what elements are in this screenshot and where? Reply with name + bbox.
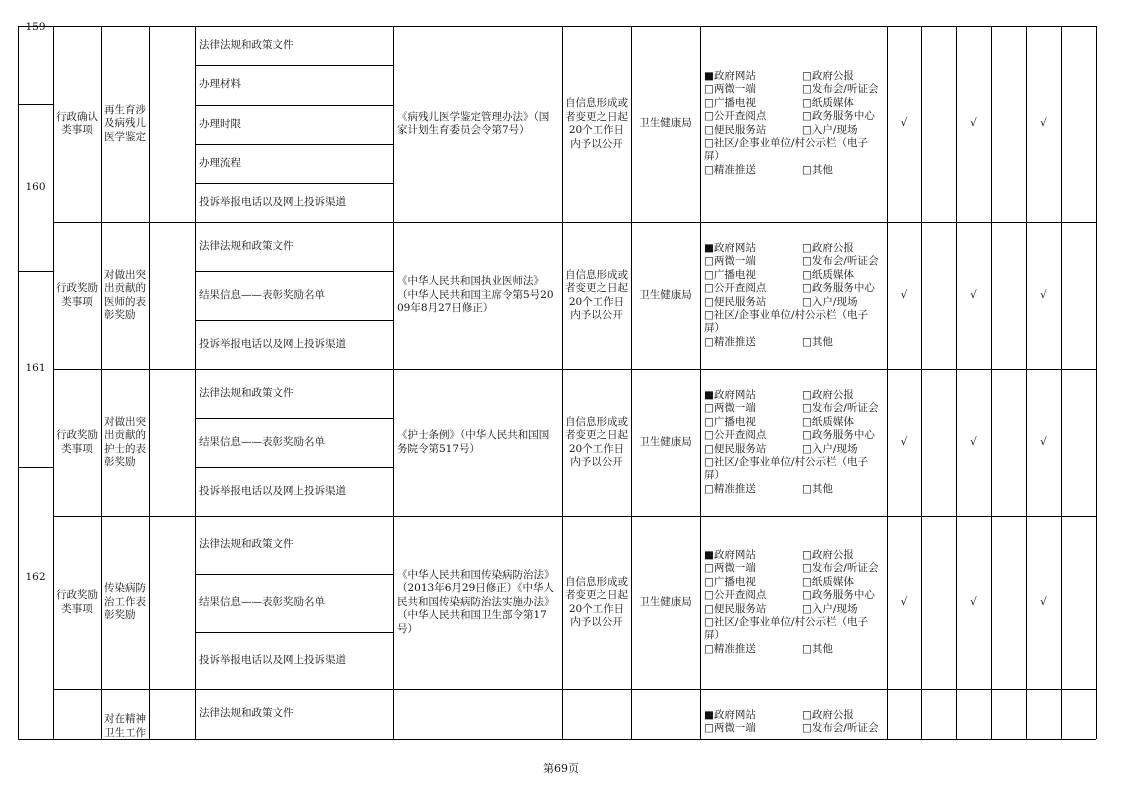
channel-option: □公开查阅点 [704,589,767,602]
grid-line [393,26,394,739]
check-mark: √ [970,595,977,608]
channel-option: □其他 [802,642,833,655]
grid-line [991,26,992,739]
grid-line [53,739,1096,740]
channel-option: □发布会/听证会 [802,83,879,96]
content-item: 投诉举报电话以及网上投诉渠道 [199,337,346,350]
channel-option: □两微一端 [704,562,756,575]
item-category: 行政奖励类事项 [56,589,98,615]
content-item: 结果信息——表彰奖励名单 [199,288,325,301]
check-mark: √ [900,595,908,608]
grid-line [53,26,54,739]
content-item: 投诉举报电话以及网上投诉渠道 [199,653,346,666]
channel-option: □发布会/听证会 [802,562,879,575]
grid-line [1026,26,1027,739]
content-item: 投诉举报电话以及网上投诉渠道 [199,484,346,497]
check-mark: √ [900,288,908,301]
check-mark: √ [1040,288,1047,301]
channel-option: □纸质媒体 [802,96,854,109]
row-number: 160 [25,180,46,193]
item-category: 行政奖励类事项 [56,429,98,455]
channel-option: □广播电视 [704,415,756,428]
channel-option: □精准推送 [704,335,756,348]
legal-basis: 《中华人民共和国执业医师法》（中华人民共和国主席令第5号2009年8月27日修正） [397,275,554,315]
channel-option: □发布会/听证会 [802,255,879,268]
channel-option: □发布会/听证会 [802,402,879,415]
item-category: 行政奖励类事项 [56,282,98,308]
channel-option: ■政府网站 [704,549,756,561]
grid-line [921,26,922,739]
channel-option: □其他 [802,335,833,348]
channel-option: ■政府网站 [704,242,756,254]
responsible-agency: 卫生健康局 [639,435,692,448]
channel-option: □入户/现场 [802,442,858,455]
disclosure-timeline: 自信息形成或者变更之日起20个工作日内予以公开 [565,415,628,468]
channel-option: □政府公报 [802,70,854,82]
channel-option: □精准推送 [704,482,756,495]
content-item: 办理材料 [199,78,241,91]
channel-option: □两微一端 [704,255,756,268]
channel-option: □政府公报 [802,709,854,721]
grid-line [631,26,632,739]
item-name: 对在精神卫生工作 [104,713,146,739]
channel-option: □政务服务中心 [802,589,875,602]
grid-line [562,26,563,739]
disclosure-channels [704,549,883,656]
channel-option: □社区/企事业单位/村公示栏（电子屏） [704,137,868,163]
row-number: 162 [25,571,46,584]
channel-option: □入户/现场 [802,295,858,308]
responsible-agency: 卫生健康局 [639,595,692,608]
channel-option: □其他 [802,163,833,176]
channel-option: □政务服务中心 [802,429,875,442]
item-name: 对做出突出贡献的医师的表彰奖励 [104,268,146,321]
disclosure-timeline: 自信息形成或者变更之日起20个工作日内予以公开 [565,268,628,321]
channel-option: □政务服务中心 [802,110,875,123]
content-item: 办理流程 [199,156,241,169]
content-item: 办理时限 [199,117,241,130]
item-name: 再生育涉及病残儿医学鉴定 [104,103,146,143]
grid-line [101,26,102,739]
channel-option: □政府公报 [802,549,854,561]
channel-option: □两微一端 [704,83,756,96]
channel-option: □广播电视 [704,575,756,588]
content-item: 投诉举报电话以及网上投诉渠道 [199,195,346,208]
grid-line [1096,26,1097,739]
legal-basis: 《中华人民共和国传染病防治法》（2013年6月29日修正）《中华人民共和国传染病防治法实施办法》（中华人民共和国卫生部令第17号） [397,568,555,635]
check-mark: √ [970,435,977,448]
channel-option: □便民服务站 [704,295,767,308]
responsible-agency: 卫生健康局 [639,117,692,130]
grid-line [1061,26,1062,739]
check-mark: √ [970,117,977,130]
channel-option: □社区/企事业单位/村公示栏（电子屏） [704,616,868,642]
channel-option: □其他 [802,482,833,495]
disclosure-timeline: 自信息形成或者变更之日起20个工作日内予以公开 [565,575,628,628]
grid-line [18,739,53,740]
grid-line [149,26,150,739]
channel-option: □政府公报 [802,389,854,401]
disclosure-timeline: 自信息形成或者变更之日起20个工作日内予以公开 [565,97,628,150]
channel-option: □发布会/听证会 [802,722,879,735]
item-name: 对做出突出贡献的护士的表彰奖励 [104,415,146,468]
channel-option: □精准推送 [704,642,756,655]
channel-option: ■政府网站 [704,709,756,721]
grid-line [18,26,19,739]
content-item: 法律法规和政策文件 [199,538,294,551]
content-item: 法律法规和政策文件 [199,38,294,51]
channel-option: □便民服务站 [704,602,767,615]
channel-option: □便民服务站 [704,442,767,455]
channel-option: □纸质媒体 [802,415,854,428]
check-mark: √ [1040,435,1047,448]
disclosure-channels [704,242,883,349]
check-mark: √ [970,288,977,301]
content-item: 法律法规和政策文件 [199,386,294,399]
channel-option: □两微一端 [704,402,756,415]
channel-option: □公开查阅点 [704,429,767,442]
check-mark: √ [900,117,908,130]
channel-option: □两微一端 [704,722,756,735]
grid-line [956,26,957,739]
responsible-agency: 卫生健康局 [639,288,692,301]
content-item: 结果信息——表彰奖励名单 [199,435,325,448]
check-mark: √ [1040,117,1047,130]
channel-option: ■政府网站 [704,70,756,82]
content-item: 法律法规和政策文件 [199,707,294,720]
channel-option: □政务服务中心 [802,282,875,295]
channel-option: □精准推送 [704,163,756,176]
item-name: 传染病防治工作表彰奖励 [104,582,146,622]
grid-line [887,26,888,739]
channel-option: □纸质媒体 [802,575,854,588]
channel-option: □社区/企事业单位/村公示栏（电子屏） [704,309,868,335]
row-number: 159 [25,21,46,34]
channel-option: □社区/企事业单位/村公示栏（电子屏） [704,456,868,482]
channel-option: □政府公报 [802,242,854,254]
content-item: 法律法规和政策文件 [199,239,294,252]
channel-option: □公开查阅点 [704,110,767,123]
channel-option: □广播电视 [704,268,756,281]
disclosure-channels [704,70,883,177]
content-item: 结果信息——表彰奖励名单 [199,596,325,609]
legal-basis: 《护士条例》（中华人民共和国国务院令第517号） [397,429,550,455]
channel-option: □广播电视 [704,96,756,109]
page-number: 第69页 [543,762,579,775]
disclosure-channels [704,389,883,496]
channel-option: □入户/现场 [802,123,858,136]
channel-option: ■政府网站 [704,389,756,401]
check-mark: √ [1040,595,1047,608]
grid-line [700,26,701,739]
row-number: 161 [25,362,46,375]
item-category: 行政确认类事项 [56,110,98,136]
channel-option: □入户/现场 [802,602,858,615]
check-mark: √ [900,435,908,448]
channel-option: □便民服务站 [704,123,767,136]
disclosure-channels [704,709,883,736]
channel-option: □纸质媒体 [802,268,854,281]
channel-option: □公开查阅点 [704,282,767,295]
legal-basis: 《病残儿医学鉴定管理办法》（国家计划生育委员会令第7号） [397,110,550,136]
